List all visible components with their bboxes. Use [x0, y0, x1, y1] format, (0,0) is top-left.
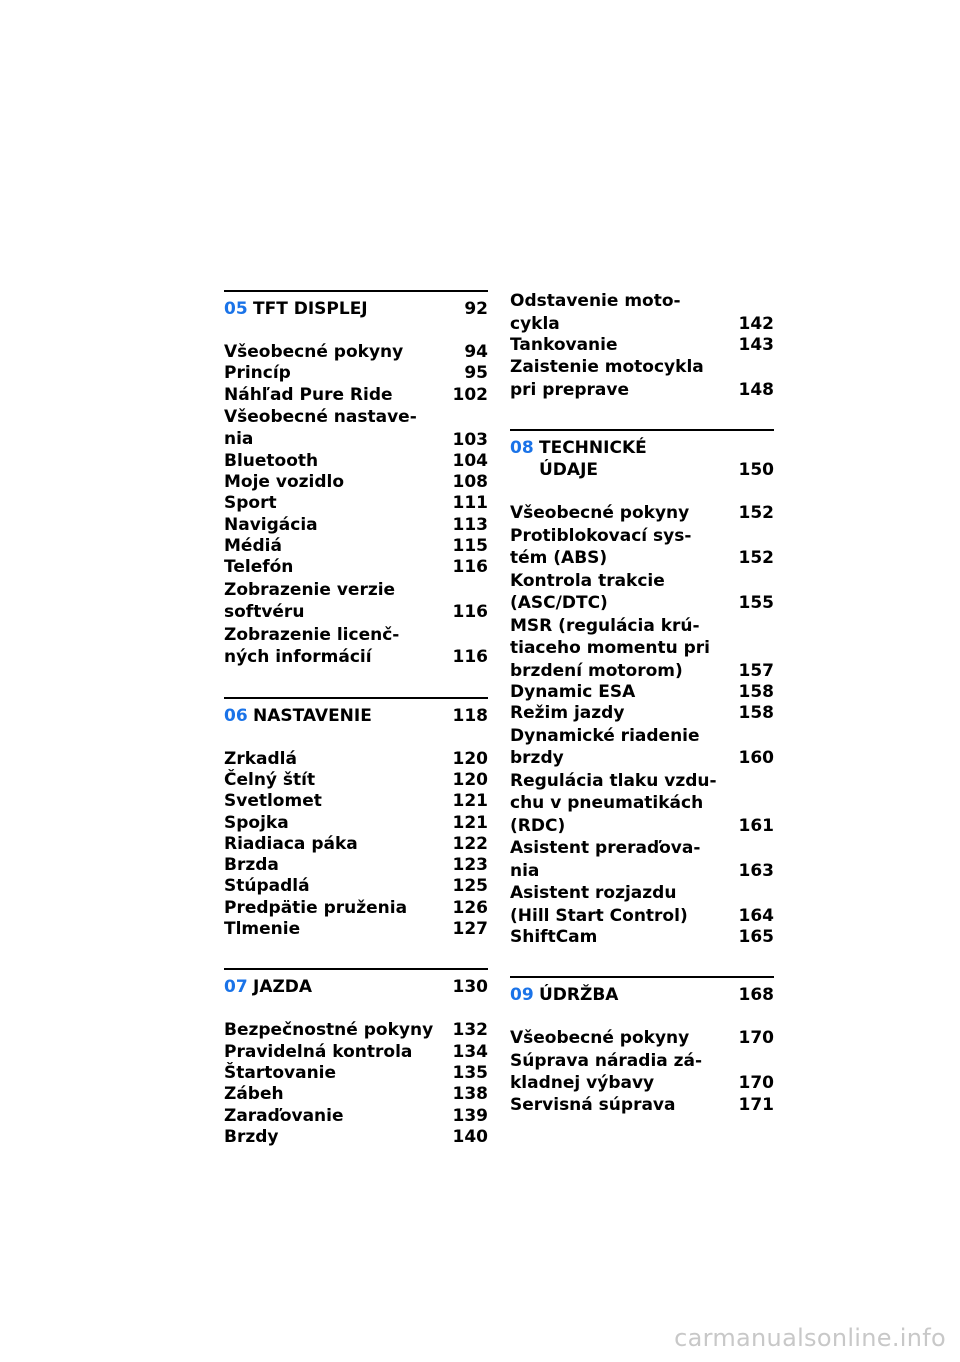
- toc-entry[interactable]: [510, 503, 774, 524]
- entry-title: Sport: [224, 493, 277, 514]
- chapter-number: 08: [510, 438, 534, 459]
- entry-page: 148: [738, 380, 774, 400]
- chapter-heading-07[interactable]: [224, 968, 488, 998]
- toc-section: [224, 697, 488, 941]
- entry-page: 152: [738, 548, 774, 569]
- toc-entry[interactable]: [224, 536, 488, 557]
- toc-entry[interactable]: [224, 1084, 488, 1105]
- chapter-heading-05[interactable]: [224, 290, 488, 320]
- entry-page: 126: [452, 897, 488, 918]
- toc-entry[interactable]: [510, 882, 774, 927]
- chapter-title: JAZDA: [253, 977, 313, 998]
- entry-page: 171: [738, 1094, 774, 1115]
- entry-page: 121: [452, 812, 488, 833]
- toc-entry[interactable]: [224, 834, 488, 855]
- toc-entry[interactable]: [224, 919, 488, 940]
- chapter-title: ÚDRŽBA: [539, 985, 619, 1006]
- entry-title: Zobrazenie verzie softvéru: [224, 579, 396, 623]
- toc-entry[interactable]: [224, 624, 488, 669]
- entry-page: 163: [738, 860, 774, 881]
- entry-title: Kontrola trakcie (ASC/DTC): [510, 570, 665, 614]
- toc-entry[interactable]: [510, 356, 774, 401]
- entry-title: Zaraďovanie: [224, 1105, 344, 1126]
- entry-title: Zrkadlá: [224, 748, 297, 769]
- entry-page: 165: [738, 927, 774, 948]
- toc-entry[interactable]: [510, 525, 774, 570]
- toc-entry[interactable]: [510, 703, 774, 724]
- entry-page: 170: [738, 1028, 774, 1049]
- entry-title: Stúpadlá: [224, 876, 310, 897]
- toc-entry[interactable]: [510, 1050, 774, 1095]
- toc-entry[interactable]: [224, 1063, 488, 1084]
- chapter-page: 168: [738, 985, 774, 1006]
- entry-page: 115: [452, 536, 488, 557]
- entry-list: [224, 1020, 488, 1148]
- toc-entry[interactable]: [224, 515, 488, 536]
- entry-page: 160: [738, 748, 774, 769]
- entry-page: 108: [452, 472, 488, 493]
- toc-entry[interactable]: [224, 342, 488, 363]
- entry-title: Telefón: [224, 557, 294, 578]
- entry-title: Súprava náradia zá- kladnej výbavy: [510, 1050, 703, 1094]
- entry-title: Štartovanie: [224, 1062, 337, 1083]
- toc-entry[interactable]: [224, 1127, 488, 1148]
- entry-title: Zobrazenie licenč- ných informácií: [224, 624, 400, 668]
- toc-entry[interactable]: [224, 385, 488, 406]
- entry-title: Protiblokovací sys- tém (ABS): [510, 525, 692, 569]
- entry-title: Bluetooth: [224, 450, 319, 471]
- entry-title: Brzda: [224, 855, 279, 876]
- toc-entry[interactable]: [510, 682, 774, 703]
- entry-page: 142: [738, 313, 774, 334]
- entry-title: Všeobecné pokyny: [510, 1028, 690, 1049]
- entry-page: 164: [738, 905, 774, 926]
- toc-entry[interactable]: [510, 725, 774, 770]
- toc-entry[interactable]: [510, 1095, 774, 1116]
- entry-title: Moje vozidlo: [224, 472, 345, 493]
- entry-title: Všeobecné pokyny: [224, 342, 404, 362]
- entry-page: 102: [452, 384, 488, 405]
- toc-section: [224, 290, 488, 669]
- toc-entry[interactable]: [510, 570, 774, 615]
- toc-entry[interactable]: [224, 855, 488, 876]
- entry-title: Dynamic ESA: [510, 682, 636, 703]
- chapter-page: 150: [738, 460, 774, 481]
- toc-entry[interactable]: [510, 335, 774, 356]
- entry-page: 143: [738, 335, 774, 355]
- entry-list: [510, 290, 774, 401]
- toc-entry[interactable]: [224, 493, 488, 514]
- entry-title: Navigácia: [224, 514, 318, 535]
- entry-title: Zaistenie motocykla pri preprave: [510, 357, 704, 400]
- chapter-number: 06: [224, 705, 248, 726]
- entry-title: Médiá: [224, 536, 282, 557]
- entry-title: Režim jazdy: [510, 703, 625, 724]
- toc-section: [510, 290, 774, 401]
- entry-list: [510, 503, 774, 948]
- chapter-heading-08[interactable]: [510, 429, 774, 481]
- entry-title: Regulácia tlaku vzdu- chu v pneumatikách (RDC): [510, 770, 717, 836]
- toc-entry[interactable]: [510, 927, 774, 948]
- entry-page: 122: [452, 833, 488, 854]
- entry-title: Tlmenie: [224, 919, 301, 940]
- chapter-page: 92: [464, 299, 488, 319]
- toc-entry[interactable]: [510, 290, 774, 335]
- entry-page: 95: [464, 363, 488, 384]
- entry-title: Predpätie pruženia: [224, 897, 408, 918]
- toc-section: [510, 429, 774, 948]
- entry-title: Tankovanie: [510, 335, 618, 355]
- toc-entry[interactable]: [224, 557, 488, 578]
- entry-page: 132: [452, 1020, 488, 1041]
- entry-page: 116: [452, 602, 488, 623]
- toc-entry[interactable]: [224, 1106, 488, 1127]
- toc-column-left: [224, 290, 488, 1176]
- chapter-page: 130: [452, 977, 488, 998]
- toc-section: [224, 968, 488, 1148]
- chapter-page: 118: [452, 705, 488, 726]
- entry-page: 138: [452, 1084, 488, 1105]
- entry-title: Zábeh: [224, 1084, 284, 1105]
- toc-entry[interactable]: [224, 406, 488, 451]
- toc-entry[interactable]: [224, 898, 488, 919]
- chapter-number: 07: [224, 977, 248, 998]
- entry-title: MSR (regulácia krú- tiaceho momentu pri brzdení motorom): [510, 615, 710, 681]
- entry-title: Pravidelná kontrola: [224, 1041, 413, 1062]
- entry-title: Náhľad Pure Ride: [224, 384, 393, 405]
- entry-title: Dynamické riadenie brzdy: [510, 725, 700, 769]
- entry-title: Servisná súprava: [510, 1094, 676, 1115]
- chapter-number: 05: [224, 299, 248, 319]
- entry-title: Bezpečnostné pokyny: [224, 1020, 434, 1041]
- entry-page: 152: [738, 503, 774, 524]
- entry-title: Spojka: [224, 812, 289, 833]
- toc-entry[interactable]: [224, 770, 488, 791]
- entry-page: 158: [738, 703, 774, 724]
- entry-page: 127: [452, 919, 488, 940]
- entry-page: 111: [452, 493, 488, 514]
- entry-page: 157: [738, 660, 774, 681]
- entry-page: 134: [452, 1041, 488, 1062]
- entry-title: Brzdy: [224, 1126, 279, 1147]
- entry-page: 161: [738, 815, 774, 836]
- toc-entry[interactable]: [224, 791, 488, 812]
- entry-page: 140: [452, 1126, 488, 1147]
- entry-list: [224, 749, 488, 941]
- entry-page: 103: [452, 429, 488, 450]
- entry-title: Čelný štít: [224, 769, 316, 790]
- entry-title: Všeobecné pokyny: [510, 503, 690, 524]
- entry-page: 170: [738, 1073, 774, 1094]
- toc-entry[interactable]: [510, 615, 774, 683]
- entry-title: Odstavenie moto- cykla: [510, 291, 681, 334]
- entry-title: ShiftCam: [510, 927, 598, 948]
- toc-entry[interactable]: [224, 1020, 488, 1041]
- chapter-title: TECHNICKÉ ÚDAJE: [539, 438, 647, 481]
- entry-title: Riadiaca páka: [224, 833, 358, 854]
- entry-title: Asistent preraďova- nia: [510, 838, 701, 881]
- chapter-title: NASTAVENIE: [253, 705, 372, 726]
- toc-entry[interactable]: [510, 1028, 774, 1049]
- entry-list: [224, 342, 488, 669]
- chapter-heading-06[interactable]: [224, 697, 488, 727]
- entry-page: 135: [452, 1062, 488, 1083]
- entry-page: 120: [452, 769, 488, 790]
- entry-page: 155: [738, 593, 774, 614]
- chapter-number: 09: [510, 985, 534, 1006]
- toc-entry[interactable]: [224, 1042, 488, 1063]
- entry-page: 116: [452, 557, 488, 578]
- entry-page: 139: [452, 1105, 488, 1126]
- entry-list: [510, 1028, 774, 1116]
- toc-entry[interactable]: [510, 837, 774, 882]
- entry-title: Všeobecné nastave- nia: [224, 406, 417, 450]
- toc-entry[interactable]: [224, 472, 488, 493]
- entry-page: 116: [452, 647, 488, 668]
- entry-title: Princíp: [224, 363, 291, 384]
- entry-page: 125: [452, 876, 488, 897]
- entry-title: Asistent rozjazdu (Hill Start Control): [510, 883, 688, 926]
- entry-page: 113: [452, 514, 488, 535]
- entry-title: Svetlomet: [224, 791, 322, 812]
- entry-page: 123: [452, 855, 488, 876]
- toc-entry[interactable]: [224, 363, 488, 384]
- toc-entry[interactable]: [510, 770, 774, 838]
- entry-page: 120: [452, 748, 488, 769]
- toc-section: [510, 976, 774, 1116]
- watermark-text: carmanualsonline.info: [674, 1324, 946, 1352]
- toc-column-right: [510, 290, 774, 1144]
- chapter-title: TFT DISPLEJ: [253, 299, 368, 319]
- toc-entry[interactable]: [224, 876, 488, 897]
- toc-entry[interactable]: [224, 451, 488, 472]
- entry-page: 94: [464, 342, 488, 362]
- toc-entry[interactable]: [224, 749, 488, 770]
- entry-page: 121: [452, 791, 488, 812]
- toc-entry[interactable]: [224, 813, 488, 834]
- chapter-heading-09[interactable]: [510, 976, 774, 1006]
- entry-page: 104: [452, 450, 488, 471]
- toc-entry[interactable]: [224, 579, 488, 624]
- entry-page: 158: [738, 682, 774, 703]
